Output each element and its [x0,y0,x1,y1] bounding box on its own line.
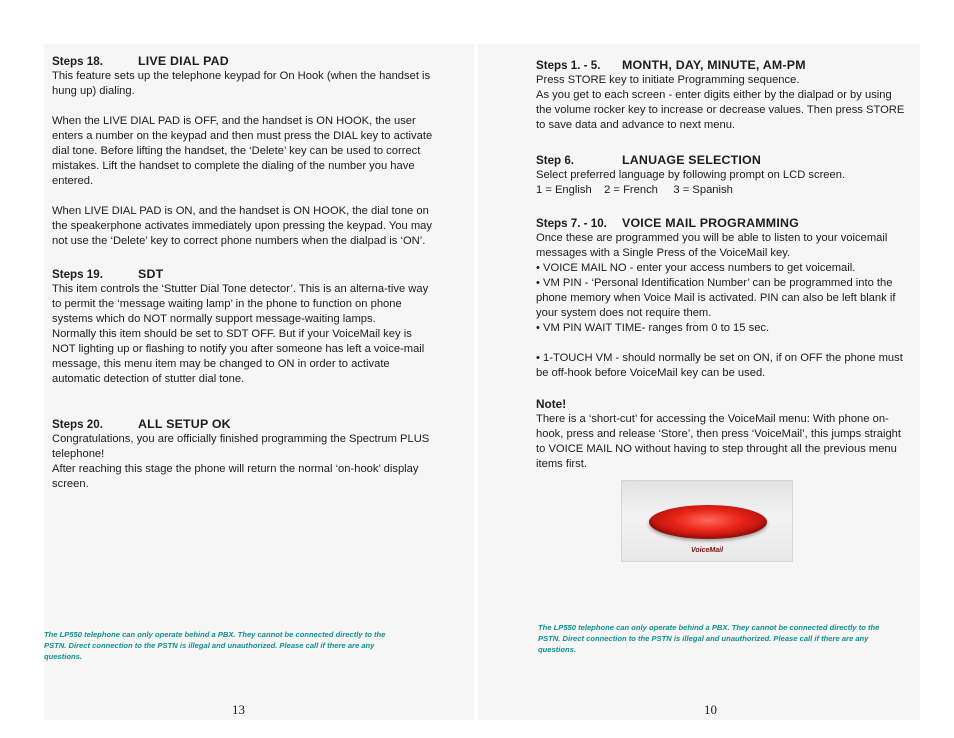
bullet-item: • VM PIN WAIT TIME- ranges from 0 to 15 sec. [536,322,770,334]
step-title: SDT [138,267,164,281]
bullet-item: • VOICE MAIL NO - enter your access numbers to get voicemail. [536,262,856,274]
step-title: ALL SETUP OK [138,417,231,431]
step-title: LANUAGE SELECTION [622,153,762,167]
step-19-section [52,267,434,387]
step-1-5-heading [536,58,908,73]
step-number: Steps 19. [52,268,103,281]
right-page-number: 10 [704,702,717,717]
step-number: Steps 1. - 5. [536,59,601,72]
language-options: 1 = English 2 = French 3 = Spanish [536,184,733,196]
right-disclaimer: The LP550 telephone can only operate behind a PBX. They cannot be connected directly to the PSTN. Direct connection to the PSTN is illegal and unauthorized. Please call if there are any questions. [538,623,880,654]
paragraph: As you get to each screen - enter digits either by the dialpad or by using the volume rocker key to increase or decrease values. Then press STORE to save data and advance to next menu. [536,89,905,131]
paragraph: Press STORE key to initiate Programming sequence. [536,74,800,86]
right-column [536,58,908,486]
step-number: Steps 7. - 10. [536,217,607,230]
step-number: Steps 20. [52,418,103,431]
voicemail-button-image [649,505,767,539]
note-text: There is a ‘short-cut’ for accessing the VoiceMail menu: With phone on-hook, press and release ‘Store’, then press ‘VoiceMail’, this jumps straight to VOICE MAIL NO without having to step throught all the previous menu items first. [536,413,902,470]
step-1-5-section [536,58,908,133]
step-19-heading [52,267,434,282]
step-20-heading [52,417,434,432]
paragraph: After reaching this stage the phone will return the normal ‘on-hook’ display screen. [52,463,419,490]
step-18-section [52,54,434,249]
left-disclaimer: The LP550 telephone can only operate behind a PBX. They cannot be connected directly to the PSTN. Direct connection to the PSTN is illegal and unauthorized. Please call if there are any questions. [44,630,386,661]
step-18-heading [52,54,434,69]
left-page-number: 13 [232,702,245,717]
step-title: VOICE MAIL PROGRAMMING [622,216,799,230]
paragraph: This feature sets up the telephone keypad for On Hook (when the handset is hung up) dialing. [52,70,431,97]
step-7-10-section [536,216,908,381]
left-column [52,54,434,506]
voicemail-photo-label: VoiceMail [690,547,724,554]
step-20-section [52,417,434,492]
note-section [536,397,908,472]
note-title: Note! [536,397,567,411]
paragraph: Normally this item should be set to SDT OFF. But if your VoiceMail key is NOT lighting up or flashing to notify you after someone has left a voice-mail message, this menu item may be changed to ON in order to activate automatic detection of stutter dial tone. [52,328,425,385]
voicemail-key-photo [621,480,793,562]
step-number: Step 6. [536,154,575,167]
step-6-heading [536,153,908,168]
bullet-item: • 1-TOUCH VM - should normally be set on ON, if on OFF the phone must be off-hook before VoiceMail key can be used. [536,352,903,379]
paragraph: This item controls the ‘Stutter Dial Tone detector’. This is an alterna-tive way to permit the ‘message waiting lamp’ in the phone to function on phone systems which do NOT normally support message-waiting lamps. [52,283,429,325]
paragraph: Select preferred language by following prompt on LCD screen. [536,169,846,181]
step-6-section [536,153,908,198]
step-title: LIVE DIAL PAD [138,54,229,68]
step-7-10-heading [536,216,908,231]
paragraph: Congratulations, you are officially finished programming the Spectrum PLUS telephone! [52,433,430,460]
bullet-item: • VM PIN - ‘Personal Identification Number’ can be programmed into the phone memory when Voice Mail is activated. PIN can also be left blank if your system does not require them. [536,277,896,319]
paragraph: Once these are programmed you will be able to listen to your voicemail messages with a Single Press of the VoiceMail key. [536,232,888,259]
step-number: Steps 18. [52,55,103,68]
paragraph: When LIVE DIAL PAD is ON, and the handset is ON HOOK, the dial tone on the speakerphone activates immediately upon pressing the keypad. You may not use the ‘Delete’ key to correct phone numbers when the dialpad is ‘ON’. [52,205,432,247]
step-title: MONTH, DAY, MINUTE, AM-PM [622,58,806,72]
paragraph: When the LIVE DIAL PAD is OFF, and the handset is ON HOOK, the user enters a number on the keypad and then must press the DIAL key to activate dial tone. Before lifting the handset, the ‘Delete’ key can be used to correct mistakes. Lift the handset to complete the dialing of the number you have entered. [52,115,433,187]
